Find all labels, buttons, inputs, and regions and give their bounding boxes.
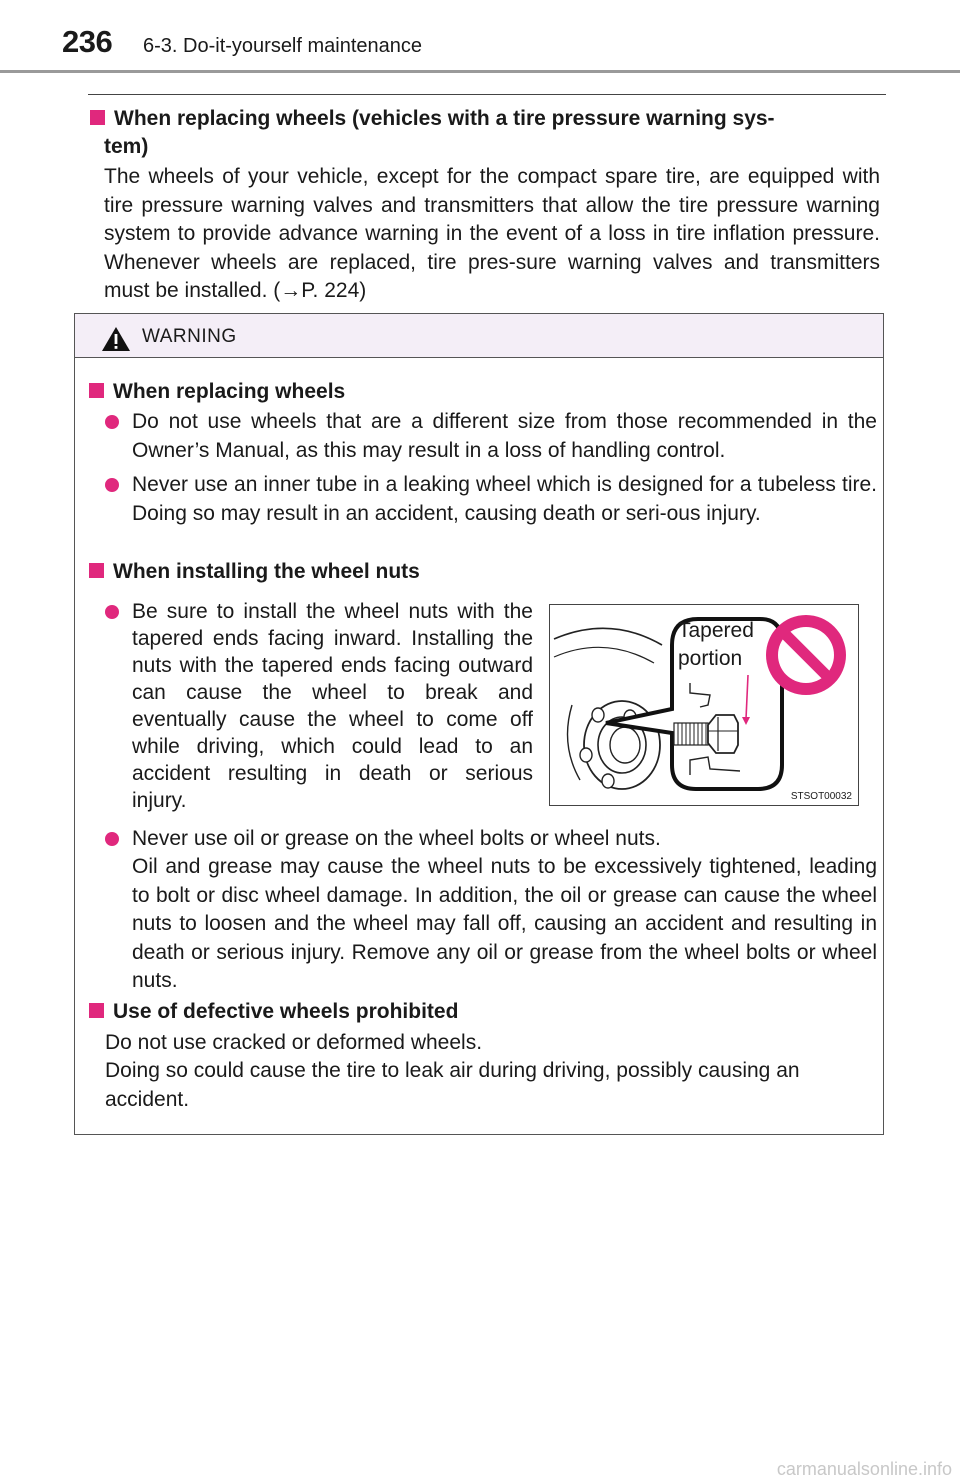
bullet-dot-icon (105, 605, 119, 619)
header-rule (0, 70, 960, 73)
warning-subheading: When installing the wheel nuts (89, 560, 420, 584)
warning-label: WARNING (142, 326, 237, 347)
bullet-continuation: Oil and grease may cause the wheel nuts to be excessively tightened, leading to bolt or disc wheel damage. In addition, the oil or grease can cause the wheel nuts to loosen and the wheel may fall off, causing an accident and resulting in death or serious injury. Remove any oil or grease from the wheel bolts or wheel nuts. (132, 855, 877, 992)
warning-header (75, 314, 883, 358)
content-rule (88, 94, 886, 95)
warning-bullet: Never use an inner tube in a leaking wheel which is designed for a tubeless tire. Doing so may result in an accident, causing death or seri-ous injury. (105, 471, 877, 528)
intro-paragraph: The wheels of your vehicle, except for the compact spare tire, are equipped with tire pressure warning valves and transmitters that allow the tire pressure warning system to provide advance warning in the event of a loss in tire inflation pressure. Whenever wheels are replaced, tire pres-sure warning valves and transmitters must be installed. (→P. 224) (104, 165, 880, 302)
page-number: 236 (62, 24, 113, 59)
heading-line-2: tem) (104, 135, 149, 158)
wheel-nut-figure (549, 604, 859, 806)
warning-box (74, 313, 884, 1135)
bullet-dot-icon (105, 478, 119, 492)
square-bullet-icon (89, 1003, 104, 1018)
square-bullet-icon (89, 383, 104, 398)
watermark: carmanualsonline.info (776, 1459, 952, 1479)
warning-bullet: Do not use wheels that are a different size from those recommended in the Owner’s Manual, as this may result in a loss of handling control. (105, 408, 877, 465)
warning-line: Doing so could cause the tire to leak air during driving, possibly causing an accident. (105, 1059, 800, 1111)
bullet-dot-icon (105, 832, 119, 846)
bullet-dot-icon (105, 415, 119, 429)
warning-bullet: Never use oil or grease on the wheel bolts or wheel nuts. (105, 825, 877, 854)
warning-subheading: When replacing wheels (89, 380, 345, 404)
warning-triangle-icon (101, 326, 131, 352)
tapered-portion-label: Tapered portion (678, 619, 754, 670)
page-header (0, 0, 960, 75)
heading-line-1: When replacing wheels (vehicles with a tire pressure warning sys- (114, 107, 775, 130)
warning-subheading: Use of defective wheels prohibited (89, 1000, 458, 1024)
warning-line: Do not use cracked or deformed wheels. (105, 1031, 483, 1054)
square-bullet-icon (90, 110, 105, 125)
figure-code: STSOT00032 (790, 791, 852, 802)
warning-bullet: Be sure to install the wheel nuts with the tapered ends facing inward. Installing the nuts with the tapered ends facing outward can cause the wheel to break and eventually cause the wheel to come off while driving, which could lead to an accident resulting in death or serious injury. (105, 598, 533, 814)
section-heading (90, 105, 880, 161)
section-title: 6-3. Do-it-yourself maintenance (143, 35, 423, 57)
square-bullet-icon (89, 563, 104, 578)
